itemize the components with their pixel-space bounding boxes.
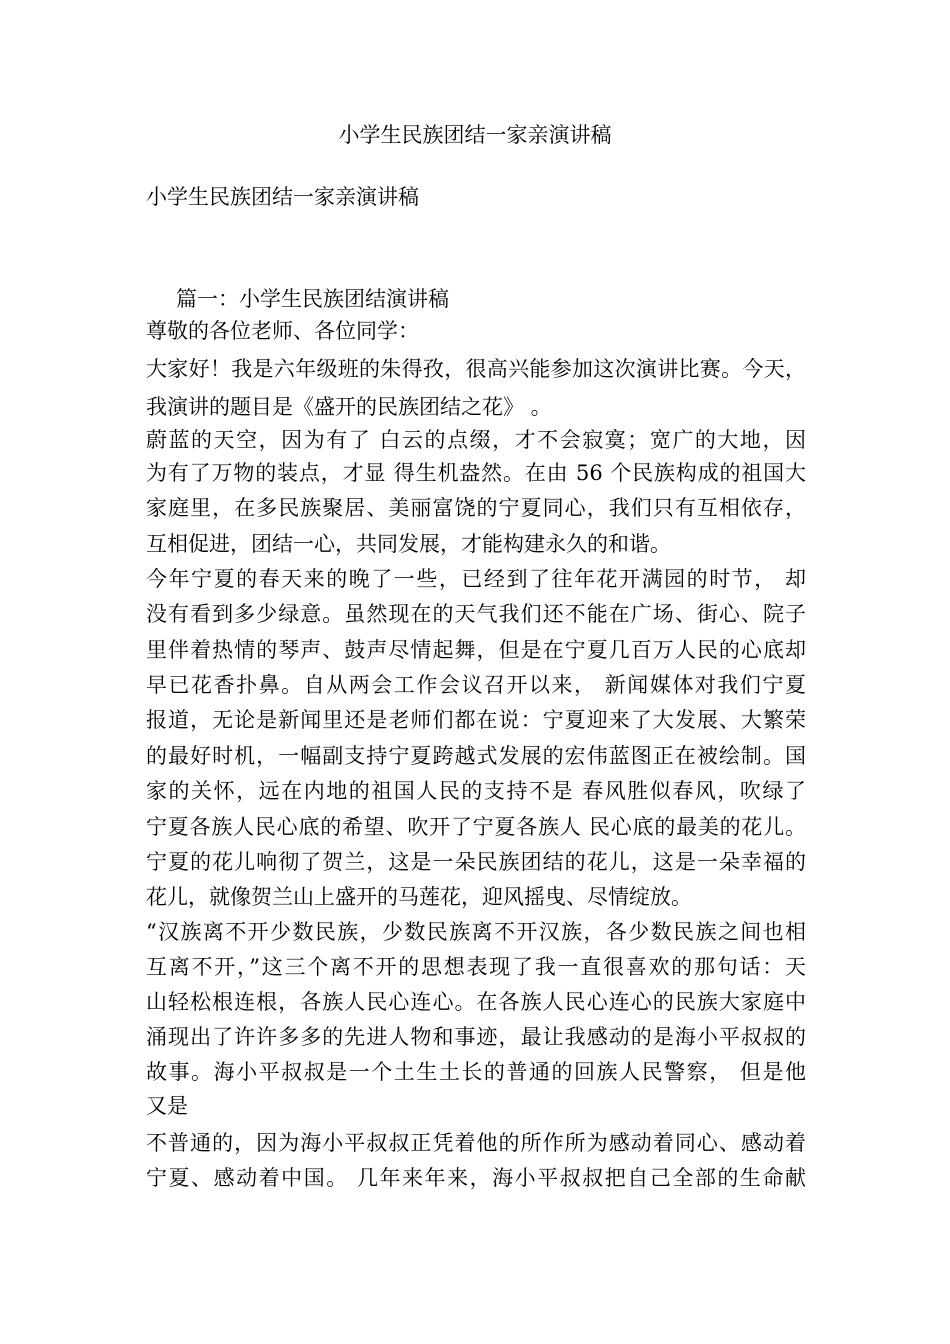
paragraph-line: 我演讲的题目是《盛开的民族团结之花》 。 <box>146 395 552 419</box>
paragraph-line: 又是 <box>146 1094 188 1118</box>
paragraph-line: 花儿，就像贺兰山上盛开的马莲花，迎风摇曳、尽情绽放。 <box>146 885 692 909</box>
paragraph-line: 涌现出了许许多多的先进人物和事迹，最让我感动的是海小平叔叔的 <box>146 1025 806 1049</box>
paragraph-line: “汉族离不开少数民族，少数民族离不开汉族，各少数民族之间也相 <box>146 920 806 944</box>
paragraph-line: 家庭里，在多民族聚居、美丽富饶的宁夏同心，我们只有互相依存， <box>146 496 806 520</box>
paragraph-line: 不普通的，因为海小平叔叔正凭着他的所作所为感动着同心、感动着 <box>146 1131 806 1155</box>
paragraph-line: 互离不开，”这三个离不开的思想表现了我一直很喜欢的那句话：天 <box>146 955 806 979</box>
paragraph-line: 故事。海小平叔叔是一个土生土长的普通的回族人民警察， 但是他 <box>146 1060 806 1084</box>
paragraph-line: 蔚蓝的天空，因为有了 白云的点缀，才不会寂寞；宽广的大地，因 <box>146 428 806 452</box>
paragraph-line: 家的关怀，远在内地的祖国人民的支持不是 春风胜似春风，吹绿了 <box>146 779 806 803</box>
paragraph-line: 宁夏各族人民心底的希望、吹开了宁夏各族人 民心底的最美的花儿。 <box>146 815 806 839</box>
document-subtitle: 小学生民族团结一家亲演讲稿 <box>146 185 419 209</box>
document-title: 小学生民族团结一家亲演讲稿 <box>338 123 612 147</box>
paragraph-line: 报道，无论是新闻里还是老师们都在说：宁夏迎来了大发展、大繁荣 <box>146 708 806 732</box>
paragraph-line: 的最好时机，一幅副支持宁夏跨越式发展的宏伟蓝图正在被绘制。国 <box>146 744 806 768</box>
paragraph-line: 早已花香扑鼻。自从两会工作会议召开以来， 新闻媒体对我们宁夏 <box>146 673 806 697</box>
paragraph-line: 山轻松根连根，各族人民心连心。在各族人民心连心的民族大家庭中 <box>146 990 806 1014</box>
salutation: 尊敬的各位老师、各位同学： <box>146 319 419 343</box>
paragraph-line: 互相促进，团结一心，共同发展，才能构建永久的和谐。 <box>146 532 671 556</box>
paragraph-line: 为有了万物的装点，才显 得生机盎然。在由 56 个民族构成的祖国大 <box>146 461 806 485</box>
paragraph-line: 里伴着热情的琴声、鼓声尽情起舞，但是在宁夏几百万人民的心底却 <box>146 638 806 662</box>
paragraph-line: 今年宁夏的春天来的晚了一些，已经到了往年花开满园的时节， 却 <box>146 567 806 591</box>
section-heading: 篇一：小学生民族团结演讲稿 <box>176 287 449 311</box>
paragraph-line: 大家好！我是六年级班的朱得孜，很高兴能参加这次演讲比赛。今天， <box>146 357 806 381</box>
paragraph-line: 宁夏的花儿响彻了贺兰，这是一朵民族团结的花儿，这是一朵幸福的 <box>146 850 806 874</box>
paragraph-line: 没有看到多少绿意。虽然现在的天气我们还不能在广场、街心、院子 <box>146 602 806 626</box>
paragraph-line: 宁夏、感动着中国。 几年来年来，海小平叔叔把自己全部的生命献 <box>146 1166 806 1190</box>
